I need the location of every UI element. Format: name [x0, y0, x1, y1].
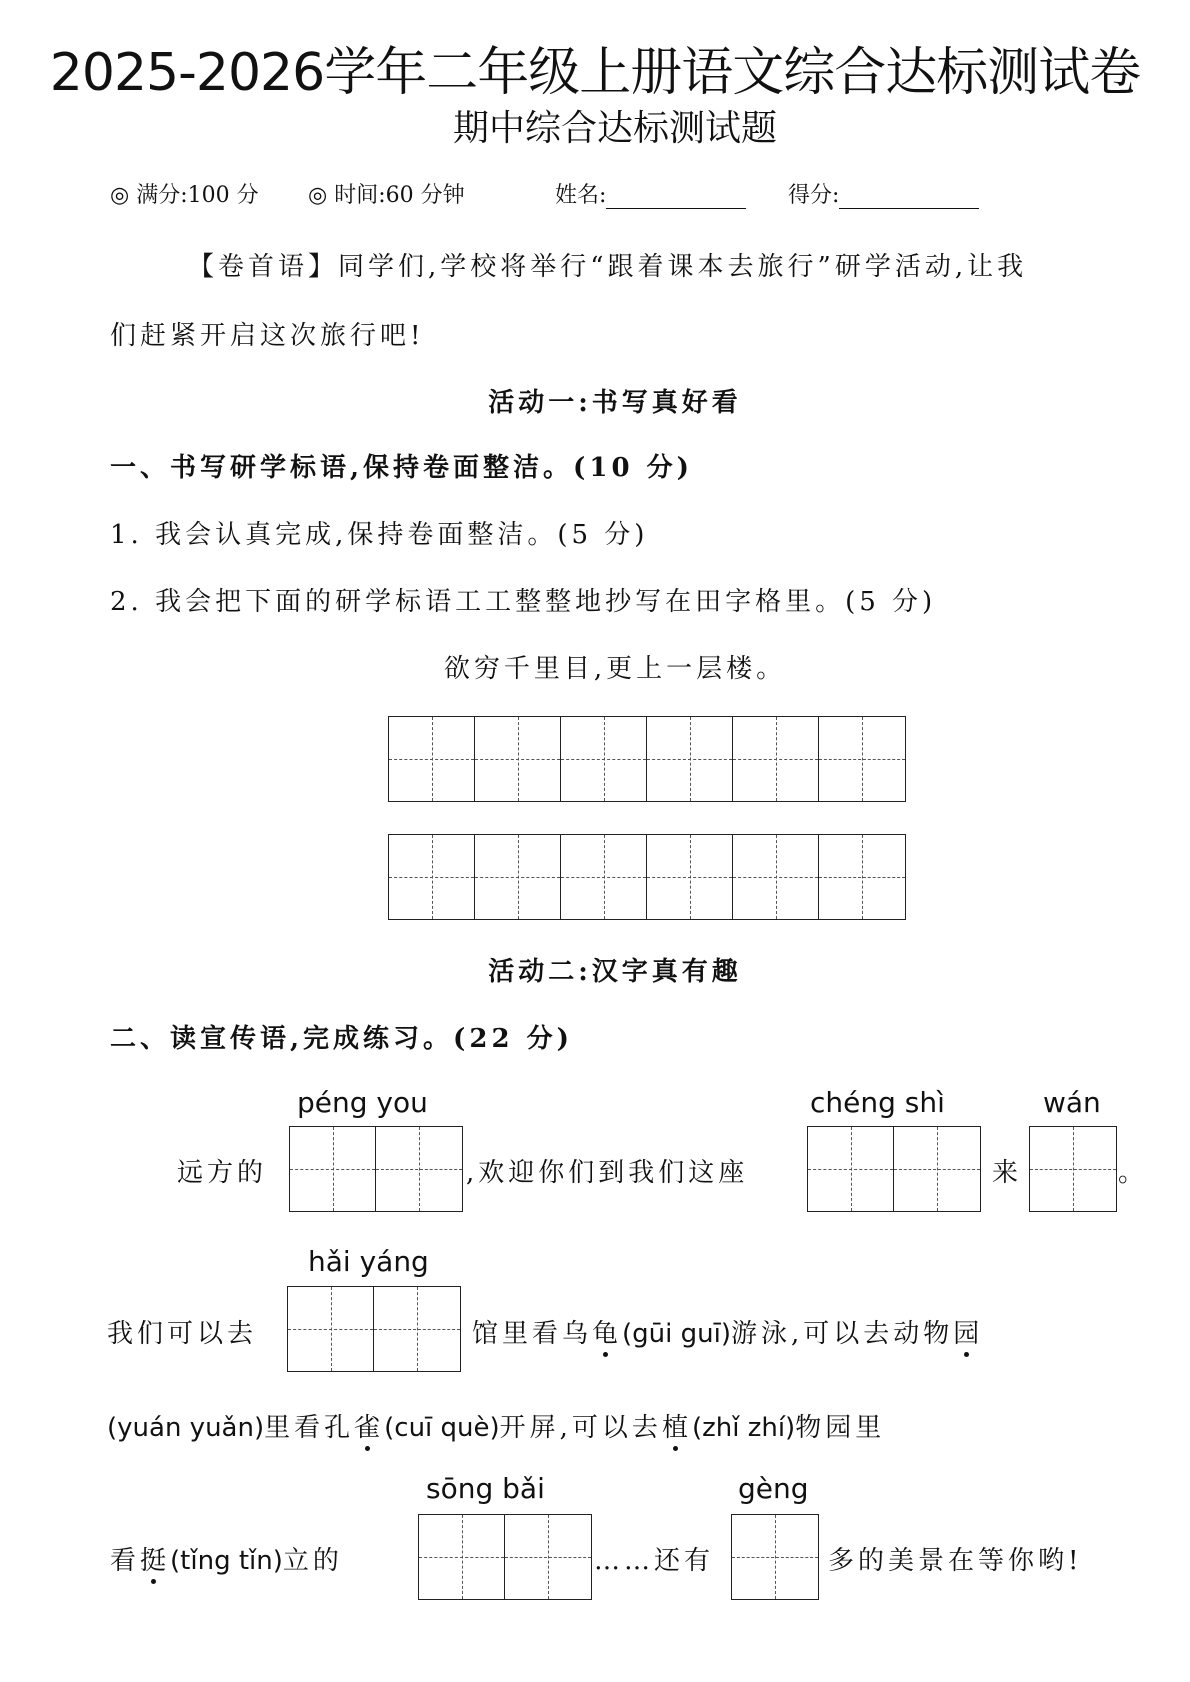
text: 开屏,可以去 — [499, 1413, 662, 1443]
time-limit: ◎ 时间:60 分钟 — [308, 183, 465, 208]
tianzige-cell[interactable] — [389, 835, 475, 919]
exam-title: 2025-2026学年二年级上册语文综合达标测试卷 — [49, 43, 1141, 103]
name-field[interactable] — [555, 178, 746, 209]
score-label: 得分: — [788, 183, 840, 208]
slogan: 欲穷千里目,更上一层楼。 — [443, 654, 787, 684]
activity2-title: 活动二:汉字真有趣 — [488, 957, 742, 987]
line4-middle: ……还有 — [594, 1546, 715, 1576]
tianzige-cell[interactable] — [561, 835, 647, 919]
line4-text — [110, 1540, 343, 1577]
text: 里看孔 — [264, 1413, 355, 1443]
line3-text — [107, 1407, 885, 1444]
tianzige-cell[interactable] — [561, 717, 647, 801]
tianzige-cell[interactable] — [505, 1515, 591, 1599]
tianzige-cell[interactable] — [732, 1515, 818, 1599]
name-blank[interactable] — [606, 186, 746, 209]
pinyin-geng: gèng — [738, 1472, 809, 1505]
intro-line-2: 们赶紧开启这次旅行吧! — [110, 321, 425, 351]
line2-prefix: 我们可以去 — [107, 1319, 258, 1349]
line1-end: 。 — [1118, 1158, 1149, 1188]
answer-grid-geng[interactable] — [731, 1514, 819, 1600]
writing-grid-row-2[interactable] — [388, 834, 906, 920]
tianzige-cell[interactable] — [819, 835, 905, 919]
exam-subtitle: 期中综合达标测试题 — [452, 108, 777, 149]
tianzige-cell[interactable] — [374, 1287, 460, 1371]
tianzige-cell[interactable] — [894, 1127, 980, 1211]
line1-lai: 来 — [992, 1158, 1023, 1188]
tianzige-cell[interactable] — [475, 835, 561, 919]
line2-text — [472, 1313, 983, 1350]
tianzige-cell[interactable] — [808, 1127, 894, 1211]
answer-grid-song-bai[interactable] — [418, 1514, 592, 1600]
section2-title: 二、读宣传语,完成练习。(22 分) — [110, 1024, 573, 1054]
question-2: 2. 我会把下面的研学标语工工整整地抄写在田字格里。(5 分) — [110, 587, 937, 617]
tianzige-cell[interactable] — [733, 835, 819, 919]
tianzige-cell[interactable] — [290, 1127, 376, 1211]
pinyin-wan: wán — [1043, 1086, 1101, 1119]
tianzige-cell[interactable] — [647, 717, 733, 801]
score-field[interactable] — [788, 178, 979, 209]
tianzige-cell[interactable] — [288, 1287, 374, 1371]
dotted-char-gui: 龟 — [592, 1319, 623, 1349]
pinyin-peng-you: péng you — [297, 1086, 428, 1119]
answer-grid-hai-yang[interactable] — [287, 1286, 461, 1372]
tianzige-cell[interactable] — [389, 717, 475, 801]
text: 看 — [110, 1546, 141, 1576]
tianzige-cell[interactable] — [733, 717, 819, 801]
tianzige-cell[interactable] — [475, 717, 561, 801]
pinyin-choice-zhi[interactable]: (zhǐ zhí) — [691, 1413, 796, 1443]
tianzige-cell[interactable] — [419, 1515, 505, 1599]
pinyin-choice-gui[interactable]: (gūi guī) — [622, 1319, 731, 1349]
answer-grid-cheng-shi[interactable] — [807, 1126, 981, 1212]
text: 立的 — [282, 1546, 343, 1576]
line1-middle: ,欢迎你们到我们这座 — [466, 1158, 749, 1188]
pinyin-song-bai: sōng bǎi — [426, 1472, 545, 1505]
pinyin-choice-que[interactable]: (cuī què) — [384, 1413, 500, 1443]
name-label: 姓名: — [555, 183, 607, 208]
intro-line-1: 【卷首语】同学们,学校将举行“跟着课本去旅行”研学活动,让我 — [188, 252, 1028, 282]
pinyin-hai-yang: hǎi yáng — [308, 1245, 429, 1278]
activity1-title: 活动一:书写真好看 — [488, 388, 742, 418]
tianzige-cell[interactable] — [647, 835, 733, 919]
full-score: ◎ 满分:100 分 — [110, 183, 259, 208]
text: 游泳,可以去动物 — [731, 1319, 954, 1349]
answer-grid-wan[interactable] — [1029, 1126, 1117, 1212]
line4-end: 多的美景在等你哟! — [828, 1546, 1083, 1576]
dotted-char-ting: 挺 — [140, 1546, 171, 1576]
tianzige-cell[interactable] — [819, 717, 905, 801]
score-blank[interactable] — [839, 186, 979, 209]
pinyin-choice-ting[interactable]: (tǐng tǐn) — [170, 1546, 283, 1576]
pinyin-choice-yuan[interactable]: (yuán yuǎn) — [107, 1413, 265, 1443]
writing-grid-row-1[interactable] — [388, 716, 906, 802]
line1-prefix: 远方的 — [177, 1158, 268, 1188]
text: 馆里看乌 — [472, 1319, 593, 1349]
tianzige-cell[interactable] — [376, 1127, 462, 1211]
pinyin-cheng-shi: chéng shì — [810, 1086, 945, 1119]
dotted-char-que: 雀 — [354, 1413, 385, 1443]
text: 物园里 — [795, 1413, 886, 1443]
question-1: 1. 我会认真完成,保持卷面整洁。(5 分) — [110, 520, 649, 550]
dotted-char-yuan: 园 — [953, 1319, 984, 1349]
section1-title: 一、书写研学标语,保持卷面整洁。(10 分) — [110, 453, 693, 483]
answer-grid-peng-you[interactable] — [289, 1126, 463, 1212]
dotted-char-zhi: 植 — [661, 1413, 692, 1443]
tianzige-cell[interactable] — [1030, 1127, 1116, 1211]
